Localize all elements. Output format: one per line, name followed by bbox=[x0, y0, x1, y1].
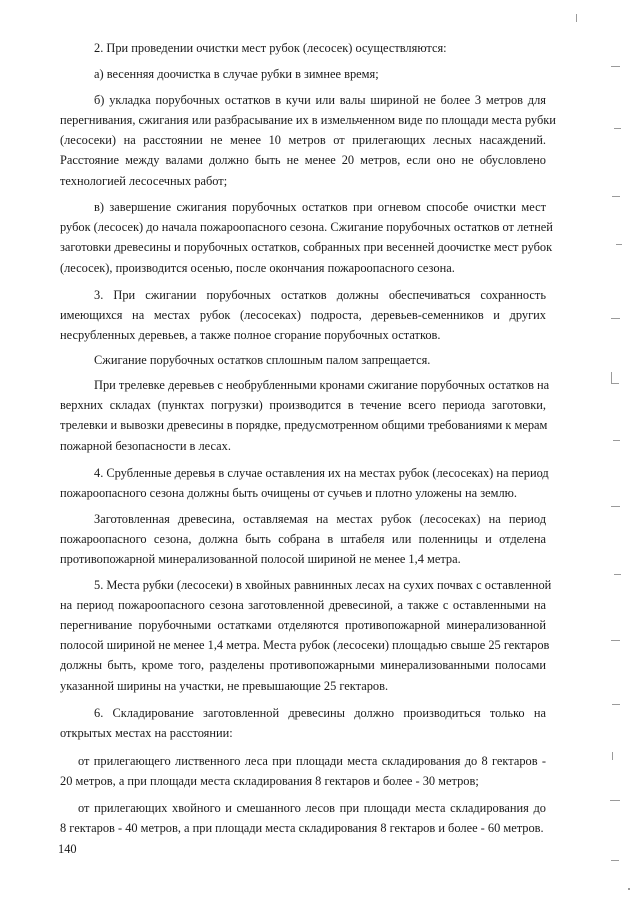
distance-coniferous-line: 8 гектаров - 40 метров, а при площади места складирования 8 гектаров и более - 60 метров. bbox=[60, 821, 544, 835]
paragraph-skidding-line: пожарной безопасности в лесах. bbox=[60, 439, 231, 453]
item-v-line: (лесосек), производится осенью, после окончания пожароопасного сезона. bbox=[60, 261, 455, 275]
paragraph-5-line: на период пожароопасного сезона заготовленной древесиной, а также с оставленными на bbox=[60, 598, 546, 612]
paragraph-4-line: 4. Срубленные деревья в случае оставления их на местах рубок (лесосеках) на период bbox=[94, 466, 549, 480]
item-v-line: рубок (лесосек) до начала пожароопасного сезона. Сжигание порубочных остатков от летней bbox=[60, 220, 553, 234]
paragraph-3-line: несрубленных деревьев, а также полное сгорание порубочных остатков. bbox=[60, 328, 441, 342]
item-v-line: в) завершение сжигания порубочных остатков при огневом способе очистки мест bbox=[94, 200, 546, 214]
scan-mark bbox=[576, 14, 577, 22]
scan-mark bbox=[613, 440, 620, 441]
paragraph-timber-line: противопожарной минерализованной полосой шириной не менее 1,4 метра. bbox=[60, 552, 461, 566]
scan-mark bbox=[611, 66, 620, 67]
paragraph-timber-line: пожароопасного сезона, должна быть собрана в штабеля или поленницы и отделена bbox=[60, 532, 546, 546]
paragraph-5-line: 5. Места рубки (лесосеки) в хвойных равнинных лесах на сухих почвах с оставленной bbox=[94, 578, 552, 592]
scan-mark bbox=[612, 196, 620, 197]
item-b-line: б) укладка порубочных остатков в кучи или валы шириной не более 3 метров для bbox=[94, 93, 546, 107]
item-b-line: технологией лесосечных работ; bbox=[60, 174, 228, 188]
distance-deciduous-line: 20 метров, а при площади места складирования 8 гектаров и более - 30 метров; bbox=[60, 774, 479, 788]
item-v-line: заготовки древесины и порубочных остатков, собранных при весенней доочистке мест рубок bbox=[60, 240, 553, 254]
scan-mark bbox=[612, 752, 613, 760]
paragraph-5-line: перегнивание порубочными остатками отделяются противопожарной минерализованной bbox=[60, 618, 546, 632]
item-b-line: перегнивания, сжигания или разбрасывание их в измельченном виде по площади места рубки bbox=[60, 113, 556, 127]
paragraph-burning-line: Сжигание порубочных остатков сплошным палом запрещается. bbox=[94, 353, 431, 367]
paragraph-3-line: имеющихся на местах рубок (лесосеках) подроста, деревьев-семенников и других bbox=[60, 308, 546, 322]
paragraph-6-line: открытых местах на расстоянии: bbox=[60, 726, 233, 740]
scan-mark bbox=[611, 383, 619, 384]
scan-mark bbox=[611, 506, 620, 507]
page-number: 140 bbox=[58, 842, 77, 856]
scan-mark bbox=[616, 244, 622, 245]
paragraph-3-line: 3. При сжигании порубочных остатков должны обеспечиваться сохранность bbox=[94, 288, 546, 302]
distance-coniferous-line: от прилегающих хвойного и смешанного лесов при площади места складирования до bbox=[78, 801, 546, 815]
scan-mark bbox=[611, 860, 619, 861]
scan-mark bbox=[611, 318, 620, 319]
item-a-line: а) весенняя доочистка в случае рубки в зимнее время; bbox=[94, 67, 379, 81]
paragraph-5-line: полосой шириной не менее 1,4 метра. Места рубок (лесосеки) площадью свыше 25 гектаров bbox=[60, 638, 550, 652]
item-b-line: (лесосеки) на расстоянии не менее 10 метров от прилегающих лесных насаждений. bbox=[60, 133, 546, 147]
scan-mark bbox=[611, 640, 620, 641]
paragraph-skidding-line: трелевки и вывозки древесины в порядке, предусмотренном общими требованиями к мерам bbox=[60, 418, 548, 432]
paragraph-skidding-line: При трелевке деревьев с необрубленными кронами сжигание порубочных остатков на bbox=[94, 378, 550, 392]
paragraph-6-line: 6. Складирование заготовленной древесины должно производиться только на bbox=[94, 706, 546, 720]
paragraph-skidding-line: верхних складах (пунктах погрузки) производится в течение всего периода заготовки, bbox=[60, 398, 546, 412]
paragraph-4-line: пожароопасного сезона должны быть очищены от сучьев и плотно уложены на землю. bbox=[60, 486, 517, 500]
distance-deciduous-line: от прилегающего лиственного леса при площади места складирования до 8 гектаров - bbox=[78, 754, 546, 768]
scan-mark bbox=[614, 128, 621, 129]
scan-mark bbox=[614, 574, 621, 575]
paragraph-5-line: указанной ширины на участки, не превышающие 25 гектаров. bbox=[60, 679, 389, 693]
paragraph-2-line: 2. При проведении очистки мест рубок (лесосек) осуществляются: bbox=[94, 41, 447, 55]
paragraph-timber-line: Заготовленная древесина, оставляемая на местах рубок (лесосеках) на период bbox=[94, 512, 546, 526]
paragraph-5-line: должны быть, кроме того, разделены противопожарными минерализованными полосами bbox=[60, 658, 546, 672]
scan-mark bbox=[628, 888, 630, 890]
item-b-line: Расстояние между валами должно быть не менее 20 метров, если оно не обусловлено bbox=[60, 153, 546, 167]
scan-mark bbox=[610, 800, 620, 801]
scan-mark bbox=[612, 704, 620, 705]
